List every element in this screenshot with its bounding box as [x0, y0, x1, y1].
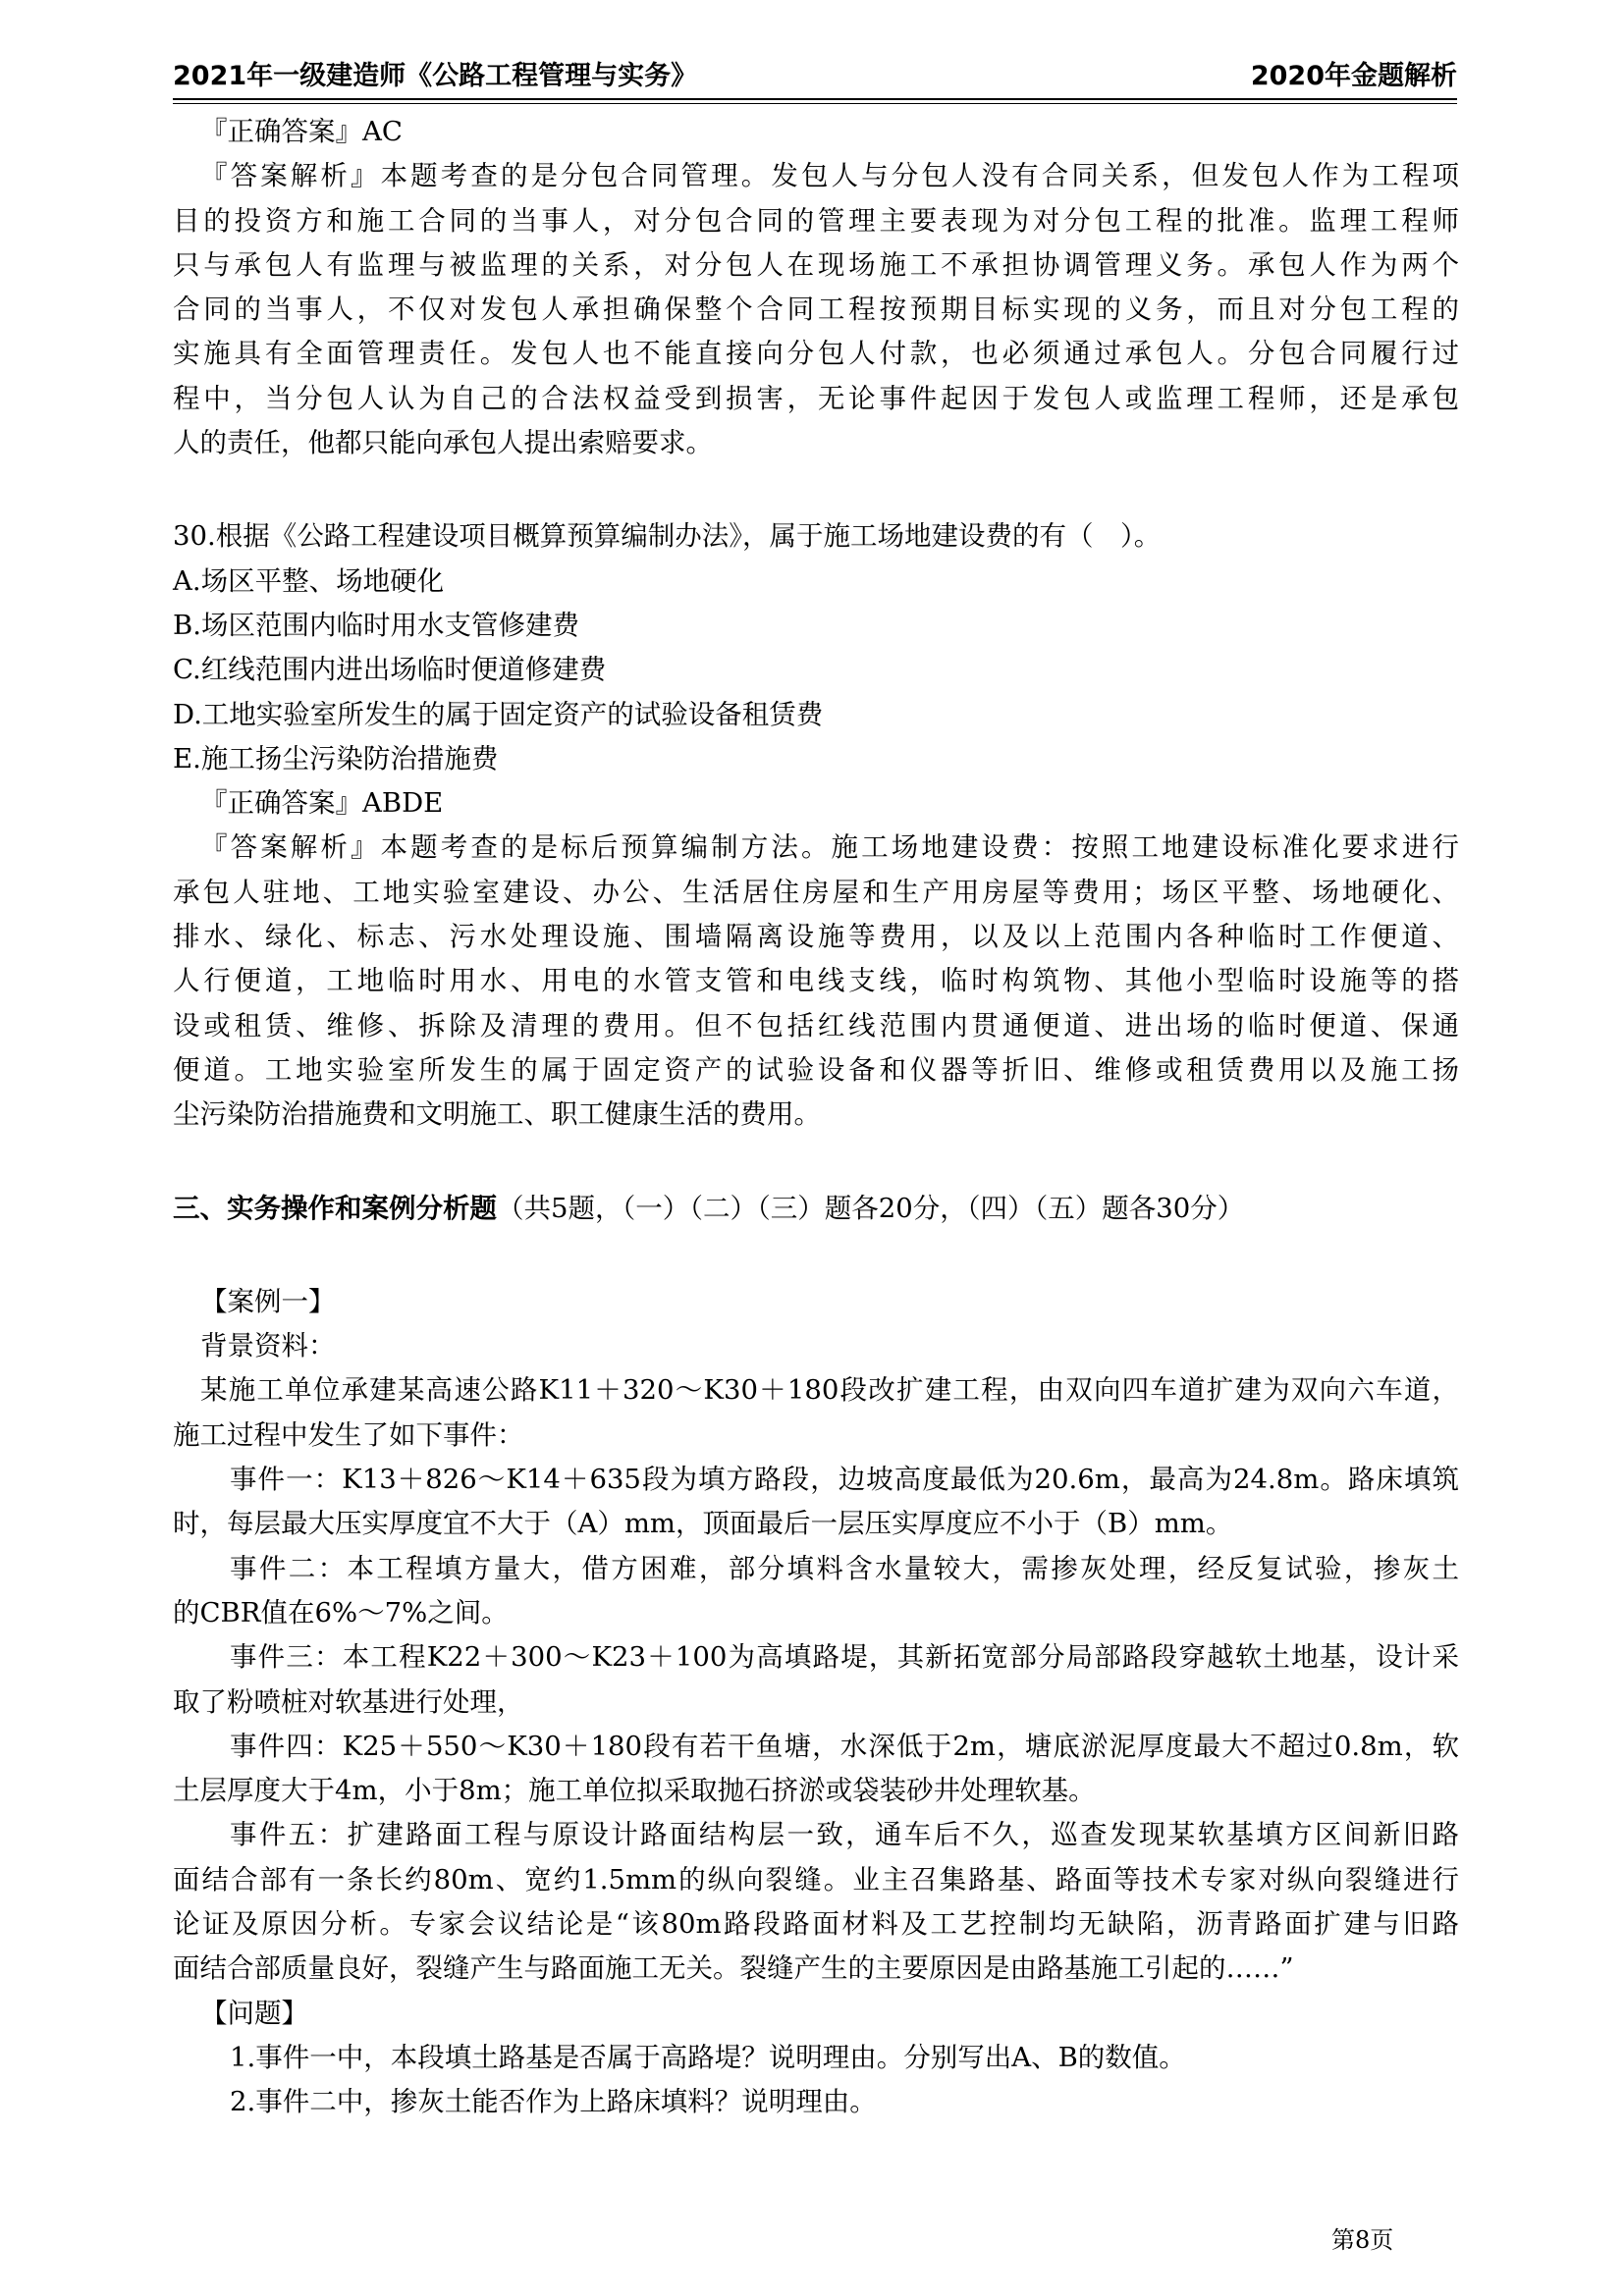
section-title-rest: （共5题，（一）（二）（三）题各20分，（四）（五）题各30分）	[497, 1192, 1245, 1224]
q30-analysis-line: 设或租赁、维修、拆除及清理的费用。但不包括红线范围内贯通便道、进出场的临时便道、保通	[173, 1009, 1459, 1041]
q30-option-c: C.红线范围内进出场临时便道修建费	[173, 654, 607, 686]
q29-analysis-line: 人的责任，他都只能向承包人提出索赔要求。	[173, 427, 713, 459]
event4-line: 土层厚度大于4m，小于8m；施工单位拟采取抛石挤淤或袋装砂井处理软基。	[173, 1775, 1096, 1807]
case-heading: 【案例一】	[200, 1285, 336, 1317]
q29-analysis-line: 程中，当分包人认为自己的合法权益受到损害，无论事件起因于发包人或监理工程师，还是承包	[173, 382, 1459, 414]
q30-analysis-line: 人行便道，工地临时用水、用电的水管支管和电线支线，临时构筑物、其他小型临时设施等的搭	[173, 965, 1459, 997]
q29-analysis-line: 合同的当事人，不仅对发包人承担确保整个合同工程按预期目标实现的义务，而且对分包工程的	[173, 294, 1459, 326]
header-title-right: 2020年金题解析	[1250, 61, 1457, 91]
header-rule	[173, 103, 1457, 104]
q29-analysis-line: 『答案解析』本题考查的是分包合同管理。发包人与分包人没有合同关系，但发包人作为工程项	[200, 160, 1459, 192]
q30-option-d: D.工地实验室所发生的属于固定资产的试验设备租赁费	[173, 698, 824, 730]
event5-line: 面结合部质量良好，裂缝产生与路面施工无关。裂缝产生的主要原因是由路基施工引起的……”	[173, 1952, 1294, 1985]
q30-question: 30.根据《公路工程建设项目概算预算编制办法》，属于施工场地建设费的有（ ）。	[173, 520, 1162, 553]
question-item: 1.事件一中，本段填土路基是否属于高路堤？说明理由。分别写出A、B的数值。	[230, 2041, 1186, 2073]
q29-analysis-line: 目的投资方和施工合同的当事人，对分包合同的管理主要表现为对分包工程的批准。监理工程师	[173, 204, 1459, 237]
q30-answer: 『正确答案』ABDE	[200, 787, 444, 820]
case-intro-line: 施工过程中发生了如下事件：	[173, 1418, 524, 1451]
page-number: 第8页	[1331, 2226, 1394, 2254]
section-title-bold: 三、实务操作和案例分析题	[173, 1192, 497, 1224]
event2-line: 的CBR值在6%～7%之间。	[173, 1596, 509, 1629]
event5-line: 面结合部有一条长约80m、宽约1.5mm的纵向裂缝。业主召集路基、路面等技术专家对纵向裂缝进行	[173, 1863, 1459, 1896]
header-title-left: 2021年一级建造师《公路工程管理与实务》	[173, 61, 698, 91]
event1-line: 时，每层最大压实厚度宜不大于（A）mm，顶面最后一层压实厚度应不小于（B）mm。	[173, 1508, 1233, 1540]
page-body	[173, 110, 1459, 2124]
question-item: 2.事件二中，掺灰土能否作为上路床填料？说明理由。	[230, 2086, 877, 2118]
event3-line: 取了粉喷桩对软基进行处理，	[173, 1685, 524, 1718]
case-intro-line: 某施工单位承建某高速公路K11＋320～K30＋180段改扩建工程，由双向四车道扩建为双向六车道，	[200, 1374, 1459, 1407]
q29-answer: 『正确答案』AC	[200, 116, 403, 147]
event5-line: 事件五：扩建路面工程与原设计路面结构层一致，通车后不久，巡查发现某软基填方区间新旧路	[230, 1819, 1459, 1851]
q30-option-e: E.施工扬尘污染防治措施费	[173, 742, 499, 774]
page-header	[173, 57, 1457, 100]
q30-option-b: B.场区范围内临时用水支管修建费	[173, 609, 579, 641]
q29-analysis-line: 实施具有全面管理责任。发包人也不能直接向分包人付款，也必须通过承包人。分包合同履行过	[173, 338, 1459, 370]
questions-heading: 【问题】	[200, 1997, 308, 2029]
q30-analysis-line: 『答案解析』本题考查的是标后预算编制方法。施工场地建设费：按照工地建设标准化要求进行	[200, 831, 1459, 864]
q30-analysis-line: 尘污染防治措施费和文明施工、职工健康生活的费用。	[173, 1098, 821, 1131]
q30-analysis-line: 便道。工地实验室所发生的属于固定资产的试验设备和仪器等折旧、维修或租赁费用以及施工扬	[173, 1053, 1459, 1086]
q30-option-a: A.场区平整、场地硬化	[173, 564, 445, 597]
q30-analysis-line: 排水、绿化、标志、污水处理设施、围墙隔离设施等费用，以及以上范围内各种临时工作便道、	[173, 921, 1459, 953]
q29-analysis-line: 只与承包人有监理与被监理的关系，对分包人在现场施工不承担协调管理义务。承包人作为两个	[173, 248, 1459, 281]
event3-line: 事件三：本工程K22＋300～K23＋100为高填路堤，其新拓宽部分局部路段穿越软土地基，设计采	[230, 1641, 1459, 1674]
background-label: 背景资料：	[200, 1330, 336, 1362]
section-title	[173, 1187, 1459, 1231]
event5-line: 论证及原因分析。专家会议结论是“该80m路段路面材料及工艺控制均无缺陷，沥青路面扩建与旧路	[173, 1907, 1459, 1940]
event1-line: 事件一：K13＋826～K14＋635段为填方路段，边坡高度最低为20.6m，最高为24.8m。路床填筑	[230, 1464, 1459, 1496]
event2-line: 事件二：本工程填方量大，借方困难，部分填料含水量较大，需掺灰处理，经反复试验，掺灰土	[230, 1552, 1459, 1584]
q30-analysis-line: 承包人驻地、工地实验室建设、办公、生活居住房屋和生产用房屋等费用；场区平整、场地硬化、	[173, 876, 1459, 908]
event4-line: 事件四：K25＋550～K30＋180段有若干鱼塘，水深低于2m，塘底淤泥厚度最大不超过0.8m，软	[230, 1730, 1459, 1762]
